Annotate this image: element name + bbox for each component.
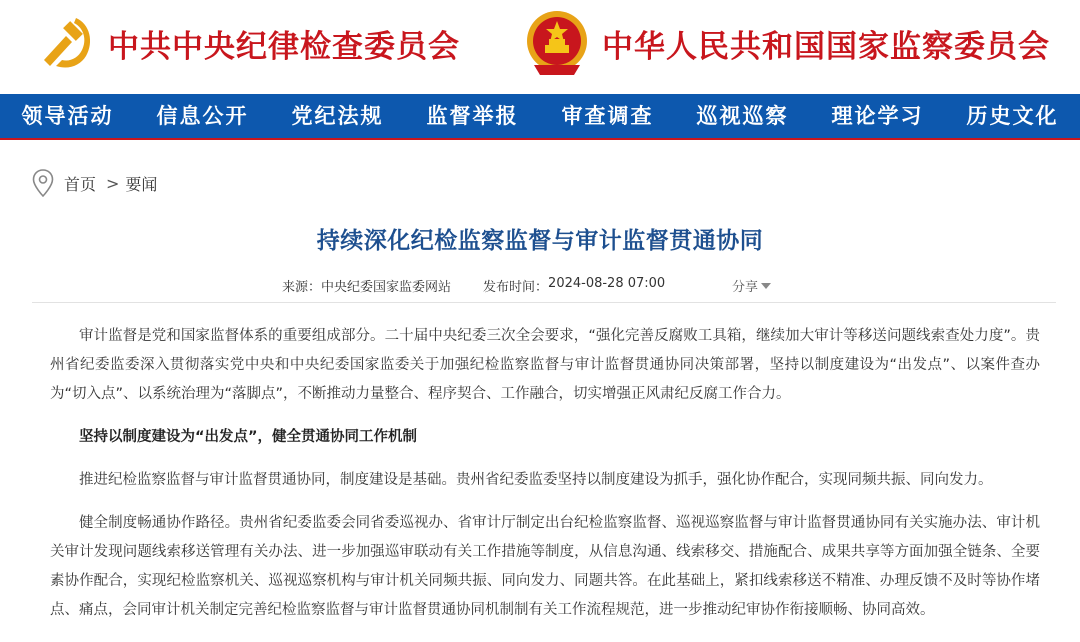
article-title: 持续深化纪检监察监督与审计监督贯通协同 (316, 228, 764, 254)
party-emblem-icon (36, 12, 98, 74)
share-label: 分享 (732, 280, 759, 295)
article-body (50, 322, 1040, 639)
breadcrumb-current[interactable]: 要闻 (125, 174, 158, 194)
breadcrumb-home[interactable]: 首页 (64, 174, 97, 194)
nav-item-report[interactable]: 监督举报 (426, 103, 519, 128)
nav-item-history[interactable]: 历史文化 (966, 103, 1059, 128)
nav-item-info-disclosure[interactable]: 信息公开 (156, 103, 249, 128)
org1-name: 中共中央纪律检查委员会 (108, 28, 460, 65)
section-heading: 坚持以制度建设为“出发点”，健全贯通协同工作机制 (79, 429, 418, 445)
body-paragraph: 审计监督是党和国家监督体系的重要组成部分。二十届中央纪委三次全会要求，“强化完善反腐败工具箱，继续加大审计等移送问题线索查处力度”。贵州省纪委监委深入贯彻落实党中央和中央纪委国家监委关于加强纪检监察监督与审计监督贯通协同决策部署，坚持以制度建设为“出发点”、以案件查办为“切入点”、以系统治理为“落脚点”，不断推动力量整合、程序契合、工作融合，切实增强正风肃纪反腐工作合力。 (50, 328, 1040, 402)
nav-item-regulations[interactable]: 党纪法规 (291, 103, 384, 128)
main-nav (0, 94, 1080, 140)
source-value: 中央纪委国家监委网站 (321, 280, 452, 295)
time-label: 发布时间： (483, 280, 549, 295)
body-paragraph: 健全制度畅通协作路径。贵州省纪委监委会同省委巡视办、省审计厅制定出台纪检监察监督、巡视巡察监督与审计监督贯通协同有关实施办法、审计机关审计发现问题线索移送管理有关办法、进一步加强巡审联动有关工作措施等制度，从信息沟通、线索移交、措施配合、成果共享等方面加强全链条、全要素协作配合，实现纪检监察机关、巡视巡察机构与审计机关同频共振、同向发力、同题共答。在此基础上，紧扣线索移送不精准、办理反馈不及时等协作堵点、痛点，会同审计机关制定完善纪检监察监督与审计监督贯通协同机制制有关工作流程规范，进一步推动纪审协作衔接顺畅、协同高效。 (50, 515, 1040, 618)
location-pin-icon (32, 169, 54, 197)
nav-item-leadership[interactable]: 领导活动 (21, 103, 114, 128)
article-meta (282, 276, 665, 295)
share-button[interactable] (732, 276, 771, 295)
nav-item-theory[interactable]: 理论学习 (831, 103, 924, 128)
breadcrumb-separator: > (106, 173, 120, 193)
org2-brand[interactable] (522, 6, 1050, 80)
body-paragraph: 推进纪检监察监督与审计监督贯通协同，制度建设是基础。贵州省纪委监委坚持以制度建设为抓手，强化协作配合，实现同频共振、同向发力。 (79, 472, 993, 488)
site-header (0, 0, 1080, 94)
source-label: 来源： (282, 280, 322, 295)
caret-down-icon (761, 283, 771, 289)
time-value: 2024-08-28 07:00 (548, 276, 666, 291)
nav-item-investigation[interactable]: 审查调查 (561, 103, 654, 128)
breadcrumb (32, 166, 157, 200)
org2-name: 中华人民共和国国家监察委员会 (602, 28, 1050, 65)
org1-brand[interactable] (36, 8, 460, 78)
national-emblem-icon (522, 7, 592, 79)
nav-item-inspection[interactable]: 巡视巡察 (696, 103, 789, 128)
meta-divider (32, 302, 1056, 303)
